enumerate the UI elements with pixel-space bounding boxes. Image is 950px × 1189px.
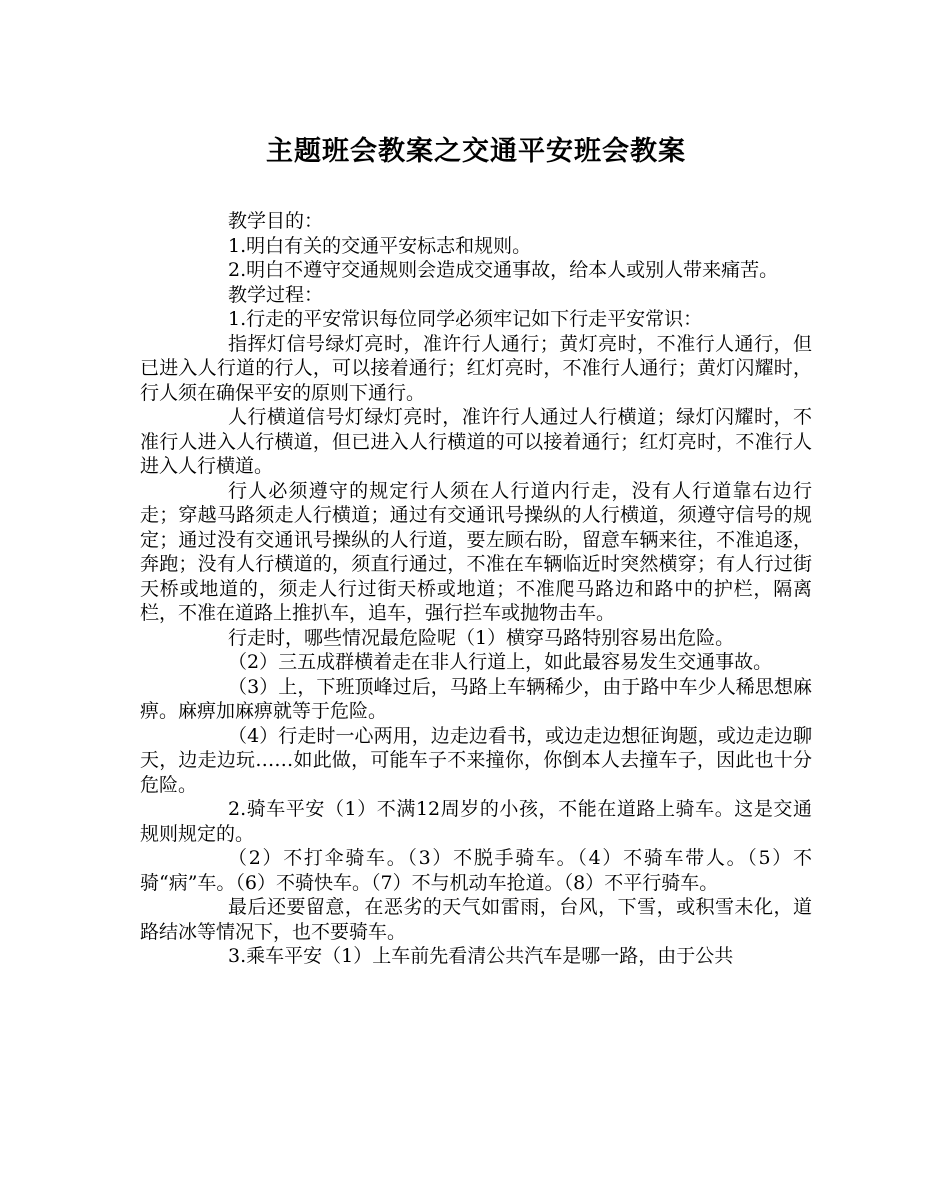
- paragraph: 3.乘车平安（1）上车前先看清公共汽车是哪一路，由于公共: [228, 945, 734, 967]
- paragraph: 指挥灯信号绿灯亮时，准许行人通行；黄灯亮时，不准行人通行，但已进入人行道的行人，可以接着通行；红灯亮时，不准行人通行；黄灯闪耀时，行人须在确保平安的原则下通行。: [140, 332, 812, 404]
- paragraph: （3）上，下班顶峰过后，马路上车辆稀少，由于路中车少人稀思想麻痹。麻痹加麻痹就等于危险。: [140, 675, 812, 722]
- paragraph: 1.明白有关的交通平安标志和规则。: [228, 234, 532, 257]
- paragraph: 1.行走的平安常识每位同学必须牢记如下行走平安常识：: [228, 308, 703, 330]
- paragraph: （2）不打伞骑车。（3）不脱手骑车。（4）不骑车带人。（5）不骑“病”车。（6）不骑快车。（7）不与机动车抢道。（8）不平行骑车。: [140, 847, 812, 894]
- paragraph: 最后还要留意，在恶劣的天气如雷雨，台风，下雪，或积雪未化，道路结冰等情况下，也不要骑车。: [140, 896, 812, 943]
- paragraph: 行走时，哪些情况最危险呢（1）横穿马路特别容易出危险。: [228, 626, 735, 649]
- document-title: 主题班会教案之交通平安班会教案: [266, 136, 686, 167]
- paragraph: （4）行走时一心两用，边走边看书，或边走边想征询题，或边走边聊天，边走边玩……如此做，可能车子不来撞你，你倒本人去撞车子，因此也十分危险。: [140, 724, 812, 796]
- paragraph: 教学过程：: [228, 283, 324, 306]
- paragraph: 教学目的：: [228, 210, 324, 232]
- paragraph: （2）三五成群横着走在非人行道上，如此最容易发生交通事故。: [228, 651, 773, 673]
- paragraph: 行人必须遵守的规定行人须在人行道内行走，没有人行道靠右边行走；穿越马路须走人行横道；通过有交通讯号操纵的人行横道，须遵守信号的规定；通过没有交通讯号操纵的人行道，要左顾右盼，留意车辆来往，不准追逐，奔跑；没有人行横道的，须直行通过，不准在车辆临近时突然横穿；有人行过街天桥或地道的，须走人行过街天桥或地道；不准爬马路边和路中的护栏，隔离栏，不准在道路上推扒车，追车，强行拦车或抛物击车。: [140, 479, 812, 624]
- paragraph: 人行横道信号灯绿灯亮时，准许行人通过人行横道；绿灯闪耀时，不准行人进入人行横道，但已进入人行横道的可以接着通行；红灯亮时，不准行人进入人行横道。: [140, 406, 812, 477]
- paragraph: 2.明白不遵守交通规则会造成交通事故，给本人或别人带来痛苦。: [228, 259, 779, 281]
- paragraph: 2.骑车平安（1）不满12周岁的小孩，不能在道路上骑车。这是交通规则规定的。: [140, 798, 812, 845]
- document-body: [140, 209, 812, 969]
